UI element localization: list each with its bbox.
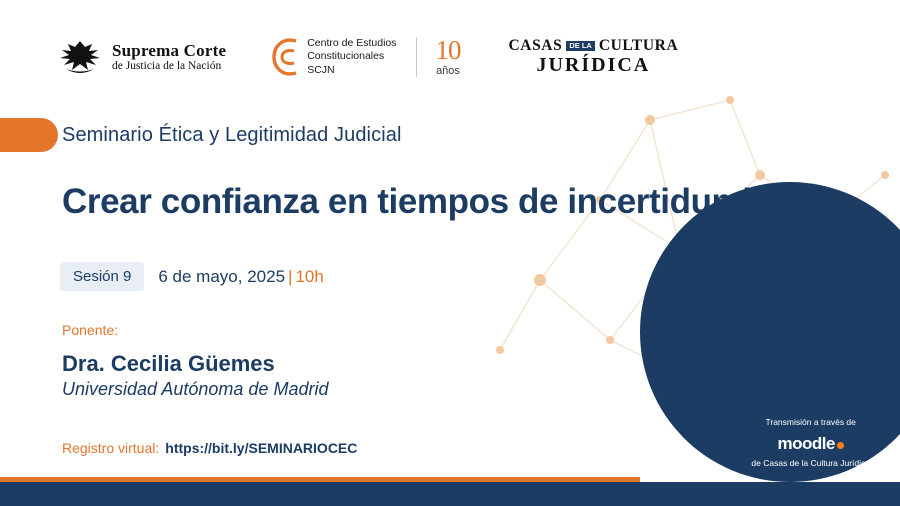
logo-casas-cultura-juridica	[509, 37, 679, 77]
page-title: Crear confianza en tiempos de incertidumbre	[62, 182, 796, 221]
anniversary-word: años	[436, 65, 460, 77]
anniversary-badge	[436, 37, 461, 77]
anniversary-number: 10	[435, 35, 461, 65]
session-info	[60, 262, 324, 291]
session-date: 6 de mayo, 2025	[158, 266, 286, 286]
scjn-line2: de Justicia de la Nación	[112, 59, 222, 72]
broadcast-info	[751, 417, 870, 470]
eagle-emblem-icon	[56, 37, 104, 77]
ccj-dela-chip: DE LA	[566, 41, 595, 51]
broadcast-suffix: de Casas de la Cultura Jurídica	[751, 458, 870, 469]
cec-line1: Centro de Estudios	[307, 36, 397, 49]
moodle-wordmark: moodle	[777, 434, 835, 454]
registration-label: Registro virtual:	[62, 440, 160, 456]
ccj-juridica: JURÍDICA	[536, 54, 651, 76]
cec-line3: SCJN	[307, 63, 335, 76]
registration-line	[62, 440, 357, 456]
seminar-title: Seminario Ética y Legitimidad Judicial	[62, 124, 402, 146]
bottom-navy-bar	[0, 482, 900, 506]
moodle-dot-icon	[837, 442, 844, 449]
ccj-casas: CASAS	[508, 37, 563, 54]
ccj-cultura: CULTURA	[598, 37, 679, 54]
logo-suprema-corte	[56, 37, 226, 77]
session-separator: |	[288, 266, 293, 286]
session-date-time	[158, 267, 323, 287]
logo-centro-estudios	[270, 35, 460, 79]
cec-line2: Constitucionales	[307, 50, 385, 63]
speaker-name: Dra. Cecilia Güemes	[62, 351, 275, 376]
bottom-orange-bar	[0, 477, 640, 482]
session-badge: Sesión 9	[60, 262, 144, 291]
scjn-line1: Suprema Corte	[112, 41, 227, 61]
cec-emblem-icon	[270, 35, 300, 79]
session-hour: 10h	[295, 266, 324, 286]
speaker-affiliation: Universidad Autónoma de Madrid	[62, 379, 329, 399]
logo-divider	[416, 37, 417, 77]
speaker-label: Ponente:	[62, 322, 119, 338]
registration-url[interactable]: https://bit.ly/SEMINARIOCEC	[165, 440, 358, 456]
orange-tab-decoration	[0, 118, 58, 152]
header-logos	[0, 26, 900, 88]
broadcast-line: Transmisión a través de	[765, 417, 856, 428]
moodle-logo	[751, 432, 870, 456]
